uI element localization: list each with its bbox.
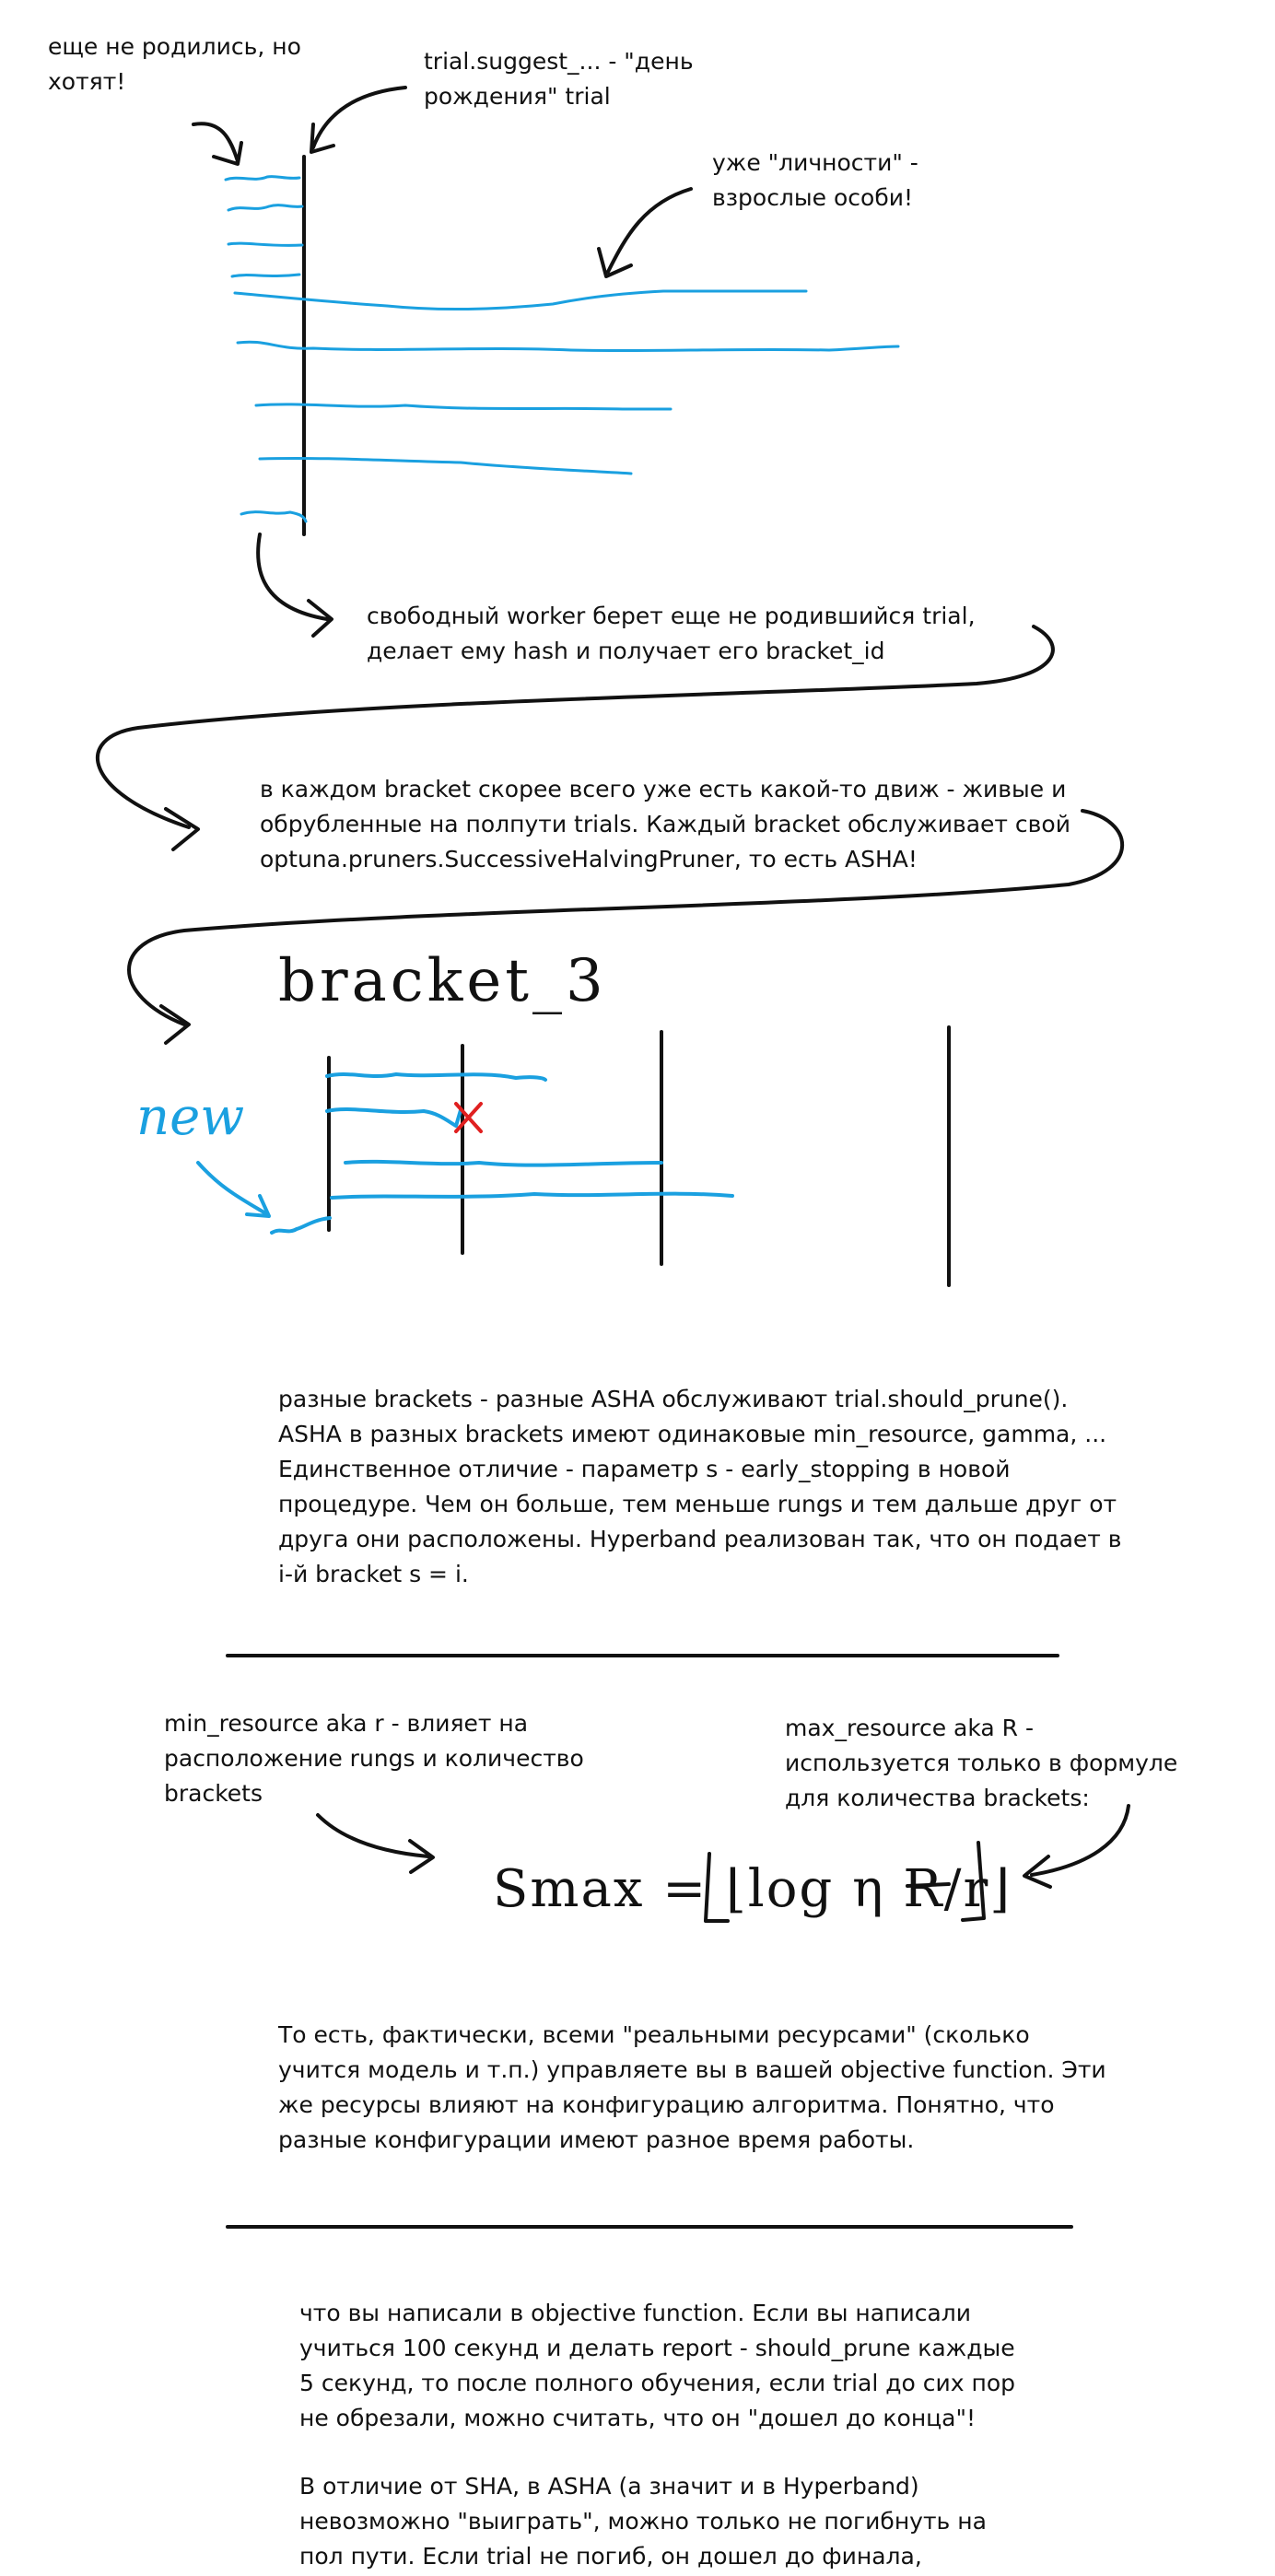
max-resource-label: max_resource aka R - используется только в формуле для количества brackets:: [785, 1715, 1178, 1811]
bracket-title: bracket_3: [278, 947, 607, 1015]
min-resource-label: min_resource aka r - влияет на расположение rungs и количество brackets: [164, 1710, 584, 1807]
unborn-label: еще не родились, но хотят!: [48, 33, 301, 95]
new-label: new: [136, 1087, 245, 1147]
formula: Smax = ⌊log η R/r⌋: [493, 1859, 1012, 1919]
flow-step-2: в каждом bracket скорее всего уже есть какой-то движ - живые и обрубленные на полпути trials. Каждый bracket обслуживает свой optuna.pruners.SuccessiveHalvingPruner, то есть ASHA!: [260, 776, 1070, 872]
bottom-paragraph-2: В отличие от SHA, в ASHA (а значит и в Hyperband) невозможно "выиграть", можно только не погибнуть на пол пути. Если trial не погиб, он дошел до финала,: [299, 2473, 987, 2570]
flow-step-1: свободный worker берет еще не родившийся trial, делает ему hash и получает его bracket_id: [367, 603, 976, 664]
birthday-label: trial.suggest_... - "день рождения" trial: [424, 48, 694, 110]
flow-arrow-1: [258, 534, 332, 636]
resources-explanation: То есть, фактически, всеми "реальными ресурсами" (сколько учится модель и т.п.) управляете вы в вашей objective function. Эти же ресурсы влияют на конфигурацию алгоритма. Понятно, что разные конфигурации имеют разное время работы.: [278, 2021, 1106, 2153]
arrow-unborn: [193, 123, 241, 164]
new-arrow: [198, 1163, 269, 1216]
flow-step-3: разные brackets - разные ASHA обслуживают trial.should_prune(). ASHA в разных brackets имеют одинаковые min_resource, gamma, ... Единственное отличие - параметр s - early_stopping в новой процедуре. Чем он больше, тем меньше rungs и тем дальше друг от друга они расположены. Hyperband реализован так, что он подает в i-й bracket s = i.: [278, 1386, 1122, 1587]
bottom-paragraph-1: что вы написали в objective function. Если вы написали учиться 100 секунд и делать report - should_prune каждые 5 секунд, то после полного обучения, если trial до сих пор не обрезали, можно считать, что он "дошел до конца"!: [299, 2300, 1016, 2431]
adults-label: уже "личности" - взрослые особи!: [712, 149, 918, 211]
arrow-adults: [599, 189, 691, 276]
arrow-min-resource: [318, 1815, 433, 1872]
arrow-max-resource: [1024, 1806, 1129, 1887]
arrow-birthday: [311, 88, 405, 152]
